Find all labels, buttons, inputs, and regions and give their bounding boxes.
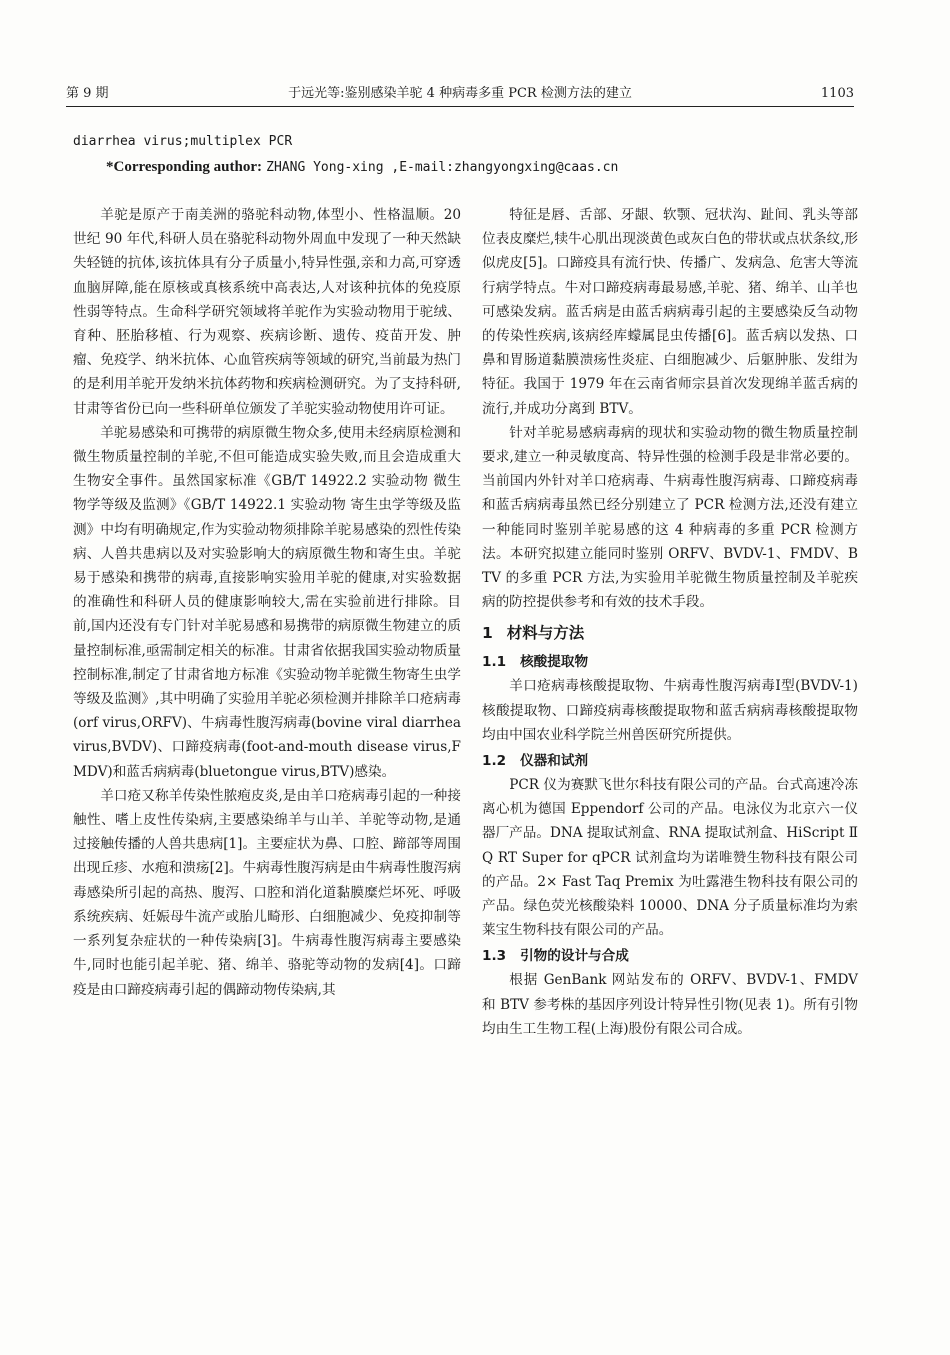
subsection-title: 核酸提取物 [520,654,589,671]
paragraph: 根据 GenBank 网站发布的 ORFV、BVDV-1、FMDV 和 BTV 参考株的基因序列设计特异性引物(见表 1)。所有引物均由生工生物工程(上海)股份有限公司合成。 [482,972,858,1037]
paragraph: 针对羊驼易感病毒病的现状和实验动物的微生物质量控制要求,建立一种灵敏度高、特异性强的检测手段是非常必要的。当前国内外针对羊口疮病毒、牛病毒性腹泻病毒、口蹄疫病毒和蓝舌病病毒虽然已经分别建立了 PCR 检测方法,还没有建立一种能同时鉴别羊驼易感的这 4 种病毒的多重 PCR 检测方法。本研究拟建立能同时鉴别 ORFV、BVDV-1、FMDV、BTV 的多重 PCR 方法,为实验用羊驼微生物质量控制及羊驼疾病的防控提供参考和有效的技术手段。 [482,424,858,611]
section-title: 材料与方法 [506,624,585,643]
paragraph: PCR 仪为赛默飞世尔科技有限公司的产品。台式高速冷冻离心机为德国 Eppendorf 公司的产品。电泳仪为北京六一仪器厂产品。DNA 提取试剂盒、RNA 提取试剂盒、HiScript Ⅱ Q RT Super for qPCR 试剂盒均为诺唯赞生物科技有限公司的产品。2× Fast Taq Premix 为吐露港生物科技有限公司的产品。绿色荧光核酸染料 10000、DNA 分子质量标准均为索莱宝生物科技有限公司的产品。 [482,777,858,939]
page-number: 1103 [820,86,854,101]
subsection-heading [482,650,858,674]
issue-number: 第 9 期 [66,86,109,101]
paragraph: 羊口疮病毒核酸提取物、牛病毒性腹泻病毒Ⅰ型(BVDV-1)核酸提取物、口蹄疫病毒核酸提取物和蓝舌病病毒核酸提取物均由中国农业科学院兰州兽医研究所提供。 [482,678,858,743]
section-number: 1 [482,624,493,643]
subsection-number: 1.2 [482,753,507,770]
paragraph: 羊口疮又称羊传染性脓疱皮炎,是由羊口疮病毒引起的一种接触性、嗜上皮性传染病,主要感染绵羊与山羊、羊驼等动物,是通过接触传播的人兽共患病[1]。主要症状为鼻、口腔、蹄部等周围出现丘疹、水疱和溃疡[2]。牛病毒性腹泻病是由牛病毒性腹泻病毒感染所引起的高热、腹泻、口腔和消化道黏膜糜烂坏死、呼吸系统疾病、妊娠母牛流产或胎儿畸形、白细胞减少、免疫抑制等一系列复杂症状的一种传染病[3]。牛病毒性腹泻病毒主要感染牛,同时也能引起羊驼、猪、绵羊、骆驼等动物的发病[4]。口蹄疫是由口蹄疫病毒引起的偶蹄动物传染病,其 [73,787,461,998]
right-column [482,203,858,1041]
paragraph: 羊驼是原产于南美洲的骆驼科动物,体型小、性格温顺。20 世纪 90 年代,科研人员在骆驼科动物外周血中发现了一种天然缺失轻链的抗体,该抗体具有分子质量小,特异性强,亲和力高,可穿透血脑屏障,能在原核或真核系统中高表达,人对该种抗体的免疫原性弱等特点。生命科学研究领域将羊驼作为实验动物用于驼绒、育种、胚胎移植、行为观察、疾病诊断、遗传、疫苗开发、肿瘤、免疫学、纳米抗体、心血管疾病等领域的研究,当前最为热门的是利用羊驼开发纳米抗体药物和疾病检测研究。为了支持科研,甘肃等省份已向一些科研单位颁发了羊驼实验动物使用许可证。 [73,207,461,417]
keywords-tail: diarrhea virus;multiplex PCR [73,134,293,149]
corresponding-label: *Corresponding author: [106,159,262,175]
corresponding-author [106,157,618,178]
subsection-title: 仪器和试剂 [520,753,589,770]
subsection-number: 1.3 [482,948,507,965]
subsection-heading [482,944,858,968]
paragraph: 特征是唇、舌部、牙龈、软颚、冠状沟、趾间、乳头等部位表皮糜烂,犊牛心肌出现淡黄色或灰白色的带状或点状条纹,形似虎皮[5]。口蹄疫具有流行快、传播广、发病急、危害大等流行病学特点。牛对口蹄疫病毒最易感,羊驼、猪、绵羊、山羊也可感染发病。蓝舌病是由蓝舌病病毒引起的主要感染反刍动物的传染性疾病,该病经库蠓属昆虫传播[6]。蓝舌病以发热、口鼻和胃肠道黏膜溃疡性炎症、白细胞减少、后躯肿胀、发绀为特征。我国于 1979 年在云南省师宗县首次发现绵羊蓝舌病的流行,并成功分离到 BTV。 [482,207,858,417]
left-column [73,203,461,1002]
paragraph: 羊驼易感染和可携带的病原微生物众多,使用未经病原检测和微生物质量控制的羊驼,不但可能造成实验失败,而且会造成重大生物安全事件。虽然国家标准《GB/T 14922.2 实验动物 微生物学等级及监测》《GB/T 14922.1 实验动物 寄生虫学等级及监测》中均有明确规定,作为实验动物须排除羊驼易感染的烈性传染病、人兽共患病以及对实验影响大的病原微生物和寄生虫。羊驼易于感染和携带的病毒,直接影响实验用羊驼的健康,对实验数据的准确性和科研人员的健康影响较大,需在实验前进行排除。目前,国内还没有专门针对羊驼易感和易携带的病原微生物建立的质量控制标准,亟需制定相关的标准。甘肃省依据我国实验动物质量控制标准,制定了甘肃省地方标准《实验动物羊驼微生物寄生虫学等级及监测》,其中明确了实验用羊驼必须检测并排除羊口疮病毒(orf virus,ORFV)、牛病毒性腹泻病毒(bovine viral diarrhea virus,BVDV)、口蹄疫病毒(foot-and-mouth disease virus,FMDV)和蓝舌病病毒(bluetongue virus,BTV)感染。 [73,424,461,780]
running-title: 于远光等:鉴别感染羊驼 4 种病毒多重 PCR 检测方法的建立 [288,86,632,101]
running-header [66,84,854,104]
subsection-number: 1.1 [482,654,507,671]
corresponding-text: ZHANG Yong-xing ,E-mail:zhangyongxing@caas.cn [266,160,619,175]
header-rule [66,106,854,107]
section-heading [482,620,858,646]
subsection-title: 引物的设计与合成 [520,948,629,965]
subsection-heading [482,749,858,773]
